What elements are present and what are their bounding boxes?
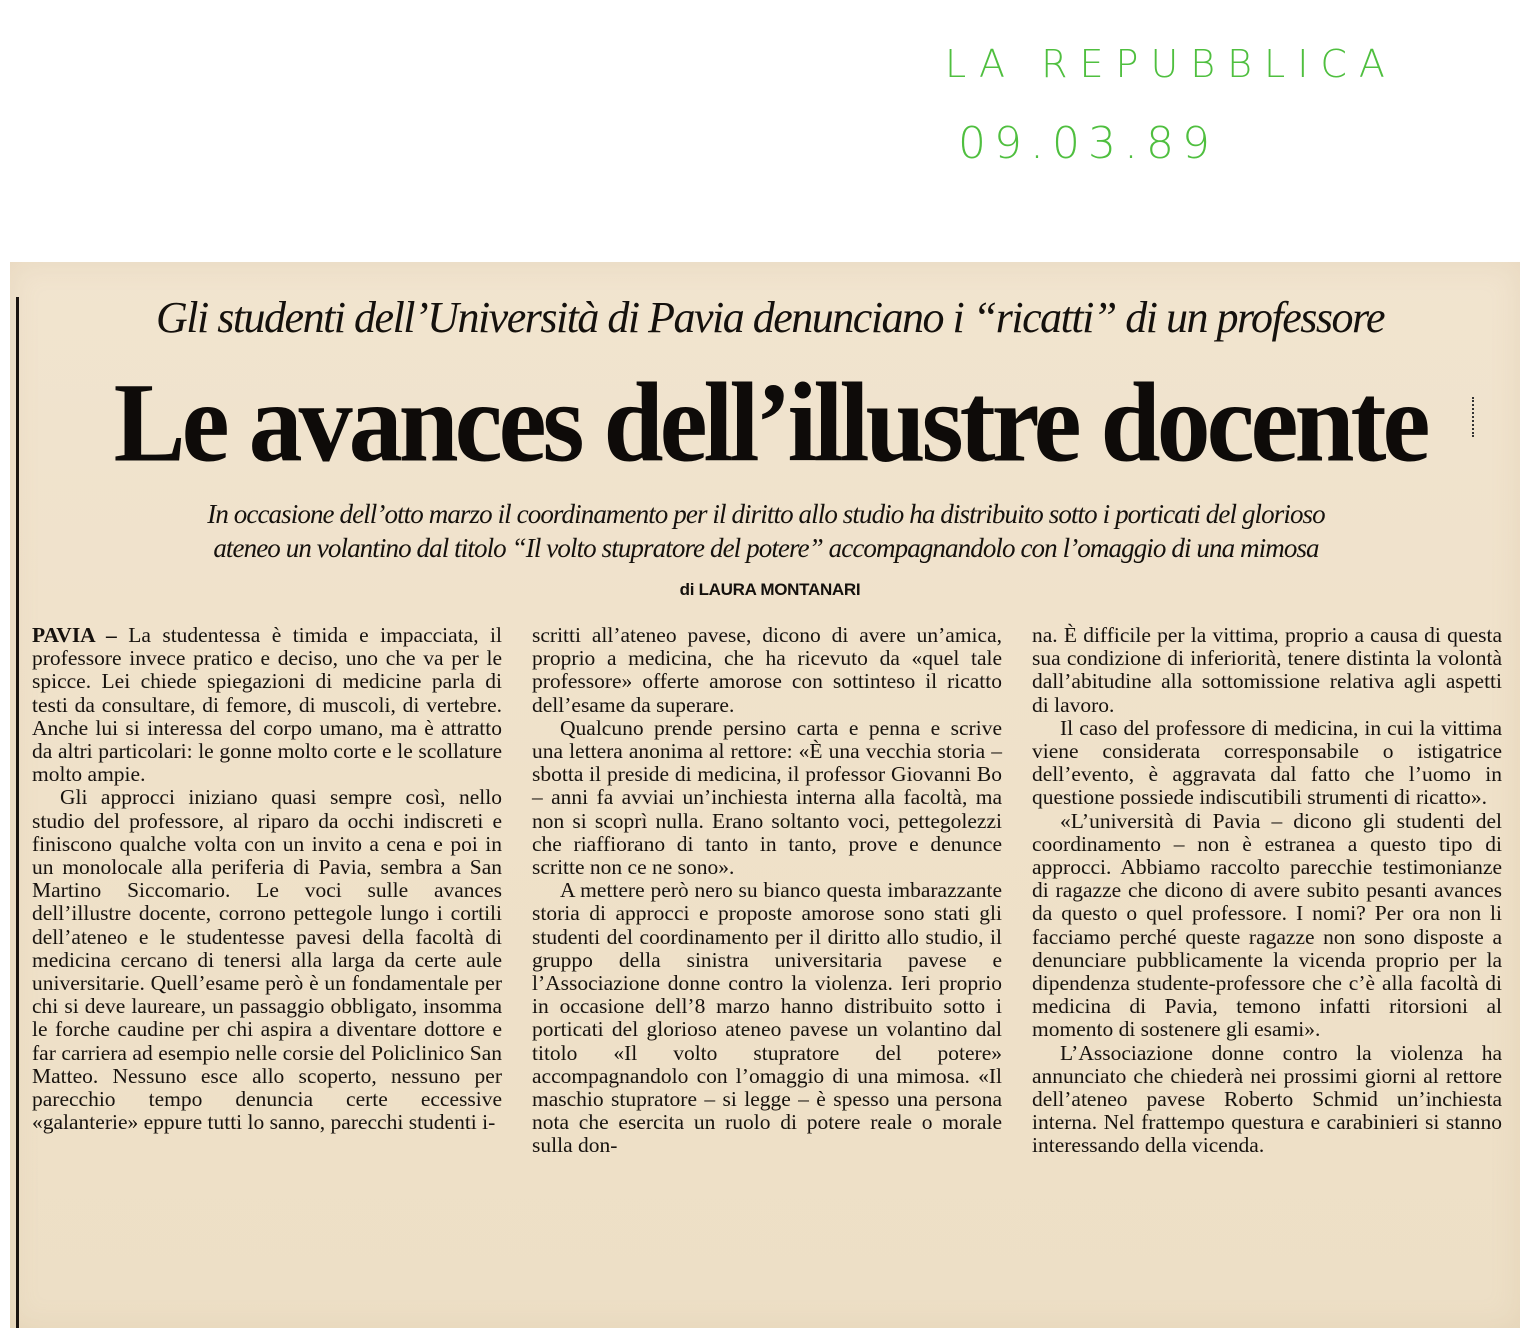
column-rule	[16, 297, 19, 1328]
handwritten-source-note: LA REPUBBLICA	[945, 42, 1397, 86]
article-byline: di LAURA MONTANARI	[679, 580, 861, 599]
body-column-2	[532, 624, 1002, 1158]
summary-line: ateneo un volantino dal titolo “Il volto stupratore del potere” accompagnandolo con l’omaggio di una mimosa	[213, 533, 1319, 563]
paragraph-text: La studentessa è timida e impacciata, il professore invece pratico e deciso, uno che va per le spicce. Lei chiede spiegazioni di medicine parla di testi da consultare, di femore, di muscoli, di vertebre. Anche lui si interessa del corpo umano, ma è attratto da altri particolari: le gonne molto corte e le scollature molto ampie.	[32, 623, 502, 787]
article-body	[32, 624, 1502, 1158]
article-headline: Le avances dell’illustre docente	[113, 361, 1427, 486]
article-summary	[46, 497, 1486, 565]
body-paragraph: Il caso del professore di medicina, in cui la vittima viene considerata corresponsabile o istigatrice dell’evento, è aggravata dal fatto che l’uomo in questione possiede indiscutibili strumenti di ricatto».	[1032, 715, 1502, 810]
summary-line: In occasione dell’otto marzo il coordinamento per il diritto allo studio ha distribuito sotto i porticati del glorioso	[207, 499, 1325, 529]
body-paragraph	[32, 624, 502, 786]
newspaper-clipping	[10, 262, 1520, 1328]
body-column-3	[1032, 624, 1502, 1158]
body-paragraph: «L’università di Pavia – dicono gli studenti del coordinamento – non è estranea a questo tipo di approcci. Abbiamo raccolto parecchie testimonianze di ragazze che dicono di avere subito pesanti avances da questo o quel professore. I nomi? Per ora non li facciamo perché queste ragazze non sono disposte a denunciare pubblicamente la vicenda proprio per la dipendenza studente-professore che c’è alla facoltà di medicina di Pavia, temono infatti ritorsioni al momento di sostenere gli esami».	[1032, 808, 1502, 1042]
body-paragraph: Qualcuno prende persino carta e penna e scrive una lettera anonima al rettore: «È una vecchia storia – sbotta il preside di medicina, il professor Giovanni Bo – anni fa avviai un’inchiesta interna alla facoltà, ma non si scoprì nulla. Erano soltanto voci, pettegolezzi che riaffiorano di tanto in tanto, prove e denunce scritte non ce ne sono».	[532, 715, 1002, 880]
handwritten-date-note: 09.03.89	[958, 118, 1218, 169]
body-paragraph: scritti all’ateneo pavese, dicono di avere un’amica, proprio a medicina, che ha ricevuto da «quel tale professore» offerte amorose con sottinteso il ricatto dell’esame da superare.	[532, 623, 1002, 717]
body-column-1	[32, 624, 502, 1158]
cut-mark	[1472, 397, 1476, 437]
article-kicker: Gli studenti dell’Università di Pavia denunciano i “ricatti” di un professore	[155, 293, 1385, 342]
body-paragraph: A mettere però nero su bianco questa imbarazzante storia di approcci e proposte amorose sono stati gli studenti del coordinamento per il diritto allo studio, il gruppo della sinistra universitaria pavese e l’Associazione donne contro la violenza. Ieri proprio in occasione dell’8 marzo hanno distribuito sotto i porticati del glorioso ateneo pavese un volantino dal titolo «Il volto stupratore del potere» accompagnandolo con l’omaggio di una mimosa. «Il maschio stupratore – si legge – è spesso una persona nota che esercita un ruolo di potere reale o morale sulla don-	[532, 878, 1002, 1158]
dateline: PAVIA –	[32, 623, 117, 647]
body-paragraph: Gli approcci iniziano quasi sempre così, nello studio del professore, al riparo da occhi indiscreti e finiscono qualche volta con un invito a cena e poi in un monolocale alla periferia di Pavia, sembra a San Martino Siccomario. Le voci sulle avances dell’illustre docente, corrono pettegole lungo i cortili dell’ateneo e le studentesse pavesi della facoltà di medicina cercano di tenersi alla larga da certe aule universitarie. Quell’esame però è un fondamentale per chi si deve laureare, un passaggio obbligato, insomma le forche caudine per chi aspira a diventare dottore e far carriera ad esempio nelle corsie del Policlinico San Matteo. Nessuno esce allo scoperto, nessuno per parecchio tempo denuncia certe eccessive «galanterie» eppure tutti lo sanno, parecchi studenti i-	[32, 785, 502, 1135]
body-paragraph: na. È difficile per la vittima, proprio a causa di questa sua condizione di inferiorità, tenere distinta la volontà dall’abitudine alla sottomissione relativa agli aspetti di lavoro.	[1032, 623, 1502, 717]
body-paragraph: L’Associazione donne contro la violenza ha annunciato che chiederà nei prossimi giorni al rettore dell’ateneo pavese Roberto Schmid un’inchiesta interna. Nel frattempo questura e carabinieri si stanno interessando della vicenda.	[1032, 1040, 1502, 1158]
